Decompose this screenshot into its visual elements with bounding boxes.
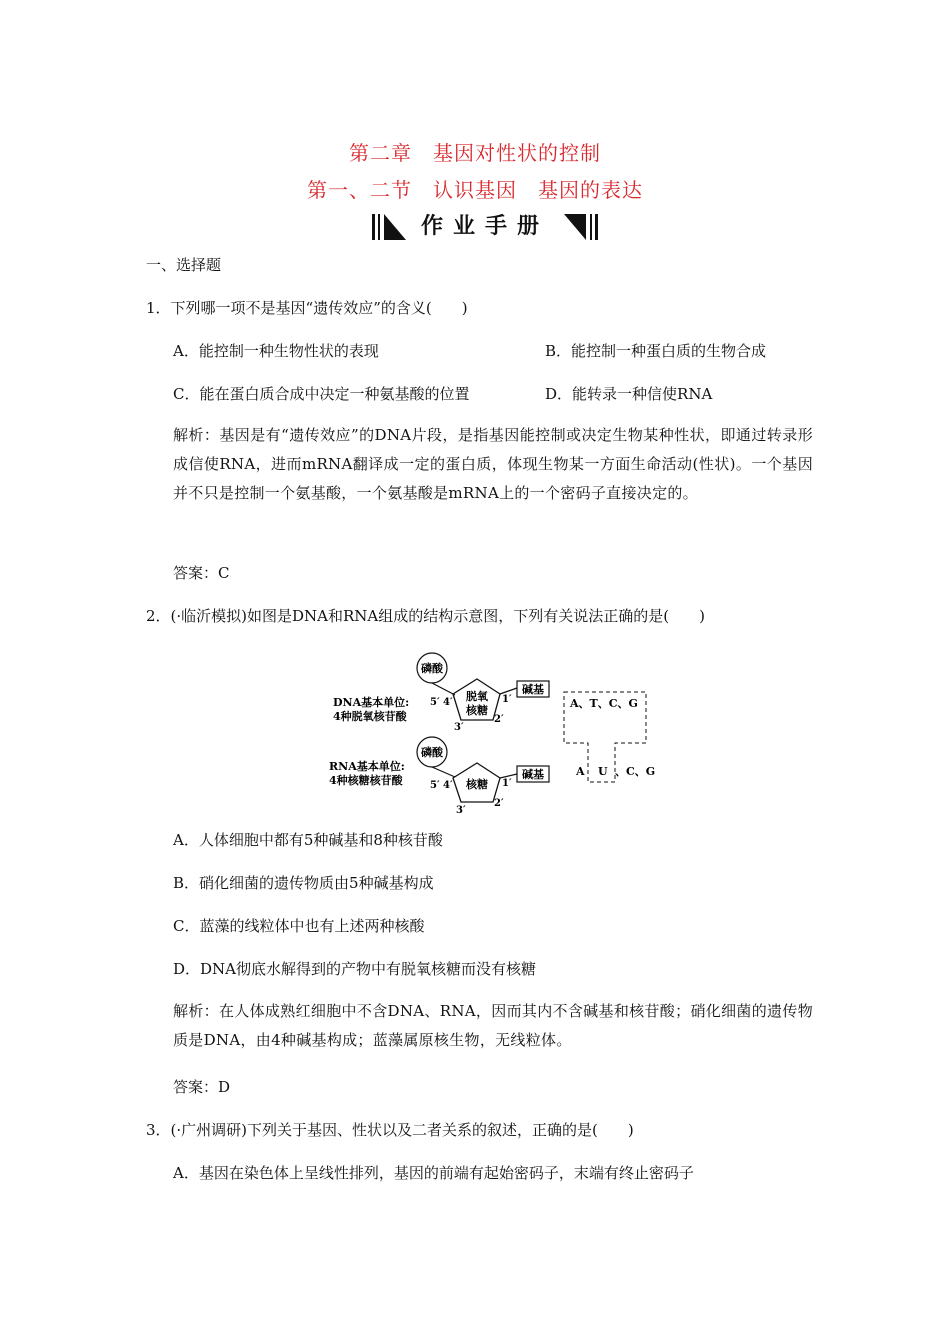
dna-c4: 4′ [443, 697, 453, 708]
question-1-option-c: C．能在蛋白质合成中决定一种氨基酸的位置 [173, 385, 470, 403]
rna-c3: 3′ [456, 805, 466, 816]
question-1-analysis: 解析：基因是有“遗传效应”的DNA片段，是指基因能控制或决定生物某种性状，即通过转录形成信使RNA，进而mRNA翻译成一定的蛋白质，体现生物某一方面生命活动(性状)。一个基因并不只是控制一个氨基酸，一个氨基酸是mRNA上的一个密码子直接决定的。 [173, 426, 813, 502]
question-3-stem: 3．(·广州调研)下列关于基因、性状以及二者关系的叙述，正确的是( ) [146, 1121, 634, 1139]
question-1-option-d: D．能转录一种信使RNA [545, 385, 713, 403]
deoxyribose-label-1: 脱氧 [466, 690, 488, 703]
rna-c5: 5′ [430, 780, 440, 791]
banner-label: 作业手册 [420, 214, 549, 239]
rna-label-line2: 4种核糖核苷酸 [329, 774, 403, 787]
dna-bases-text: A、T、C、G [570, 697, 638, 710]
nucleotide-structure-diagram [325, 650, 655, 824]
question-2-stem: 2．(·临沂模拟)如图是DNA和RNA组成的结构示意图，下列有关说法正确的是( ) [146, 607, 705, 625]
question-2-answer: 答案：D [173, 1078, 231, 1096]
dna-label-line2: 4种脱氧核苷酸 [333, 710, 407, 723]
dna-c5: 5′ [430, 697, 440, 708]
dna-c3: 3′ [454, 722, 464, 733]
dna-base-label: 碱基 [522, 683, 544, 696]
rna-c4: 4′ [443, 780, 453, 791]
question-2-option-c: C．蓝藻的线粒体中也有上述两种核酸 [173, 917, 425, 935]
question-2-option-a: A．人体细胞中都有5种碱基和8种核苷酸 [173, 831, 443, 849]
dna-c2: 2′ [494, 714, 504, 725]
rna-phosphate-label: 磷酸 [421, 746, 443, 759]
rna-c1: 1′ [502, 778, 512, 789]
rna-base-label: 碱基 [522, 768, 544, 781]
dna-phosphate-label: 磷酸 [421, 662, 443, 675]
question-1-stem: 1．下列哪一项不是基因“遗传效应”的含义( ) [146, 299, 468, 317]
question-1-answer: 答案：C [173, 564, 230, 582]
dna-c1: 1′ [502, 694, 512, 705]
deoxyribose-label-2: 核糖 [466, 704, 488, 717]
rna-base-a: A [576, 765, 585, 778]
question-3-option-a: A．基因在染色体上呈线性排列，基因的前端有起始密码子，末端有终止密码子 [173, 1164, 694, 1182]
rna-label-line1: RNA基本单位: [329, 760, 405, 773]
question-2-analysis: 解析：在人体成熟红细胞中不含DNA、RNA，因而其内不含碱基和核苷酸；硝化细菌的遗传物质是DNA，由4种碱基构成；蓝藻属原核生物，无线粒体。 [173, 1002, 813, 1049]
question-2-option-d: D．DNA彻底水解得到的产物中有脱氧核糖而没有核糖 [173, 960, 537, 978]
rna-c2: 2′ [494, 798, 504, 809]
question-1-option-b: B．能控制一种蛋白质的生物合成 [545, 342, 767, 360]
rna-base-cg: 、C、G [615, 765, 655, 778]
rna-base-u: U [598, 765, 608, 778]
section-heading: 一、选择题 [146, 256, 222, 274]
dna-label-line1: DNA基本单位: [333, 696, 410, 709]
diagram-figure [325, 650, 655, 820]
chapter-title: 第二章 基因对性状的控制 [349, 141, 601, 165]
section-title: 第一、二节 认识基因 基因的表达 [307, 178, 643, 202]
question-2-option-b: B．硝化细菌的遗传物质由5种碱基构成 [173, 874, 434, 892]
ribose-label: 核糖 [466, 778, 488, 791]
question-1-option-a: A．能控制一种生物性状的表现 [173, 342, 379, 360]
homework-banner [372, 212, 598, 242]
